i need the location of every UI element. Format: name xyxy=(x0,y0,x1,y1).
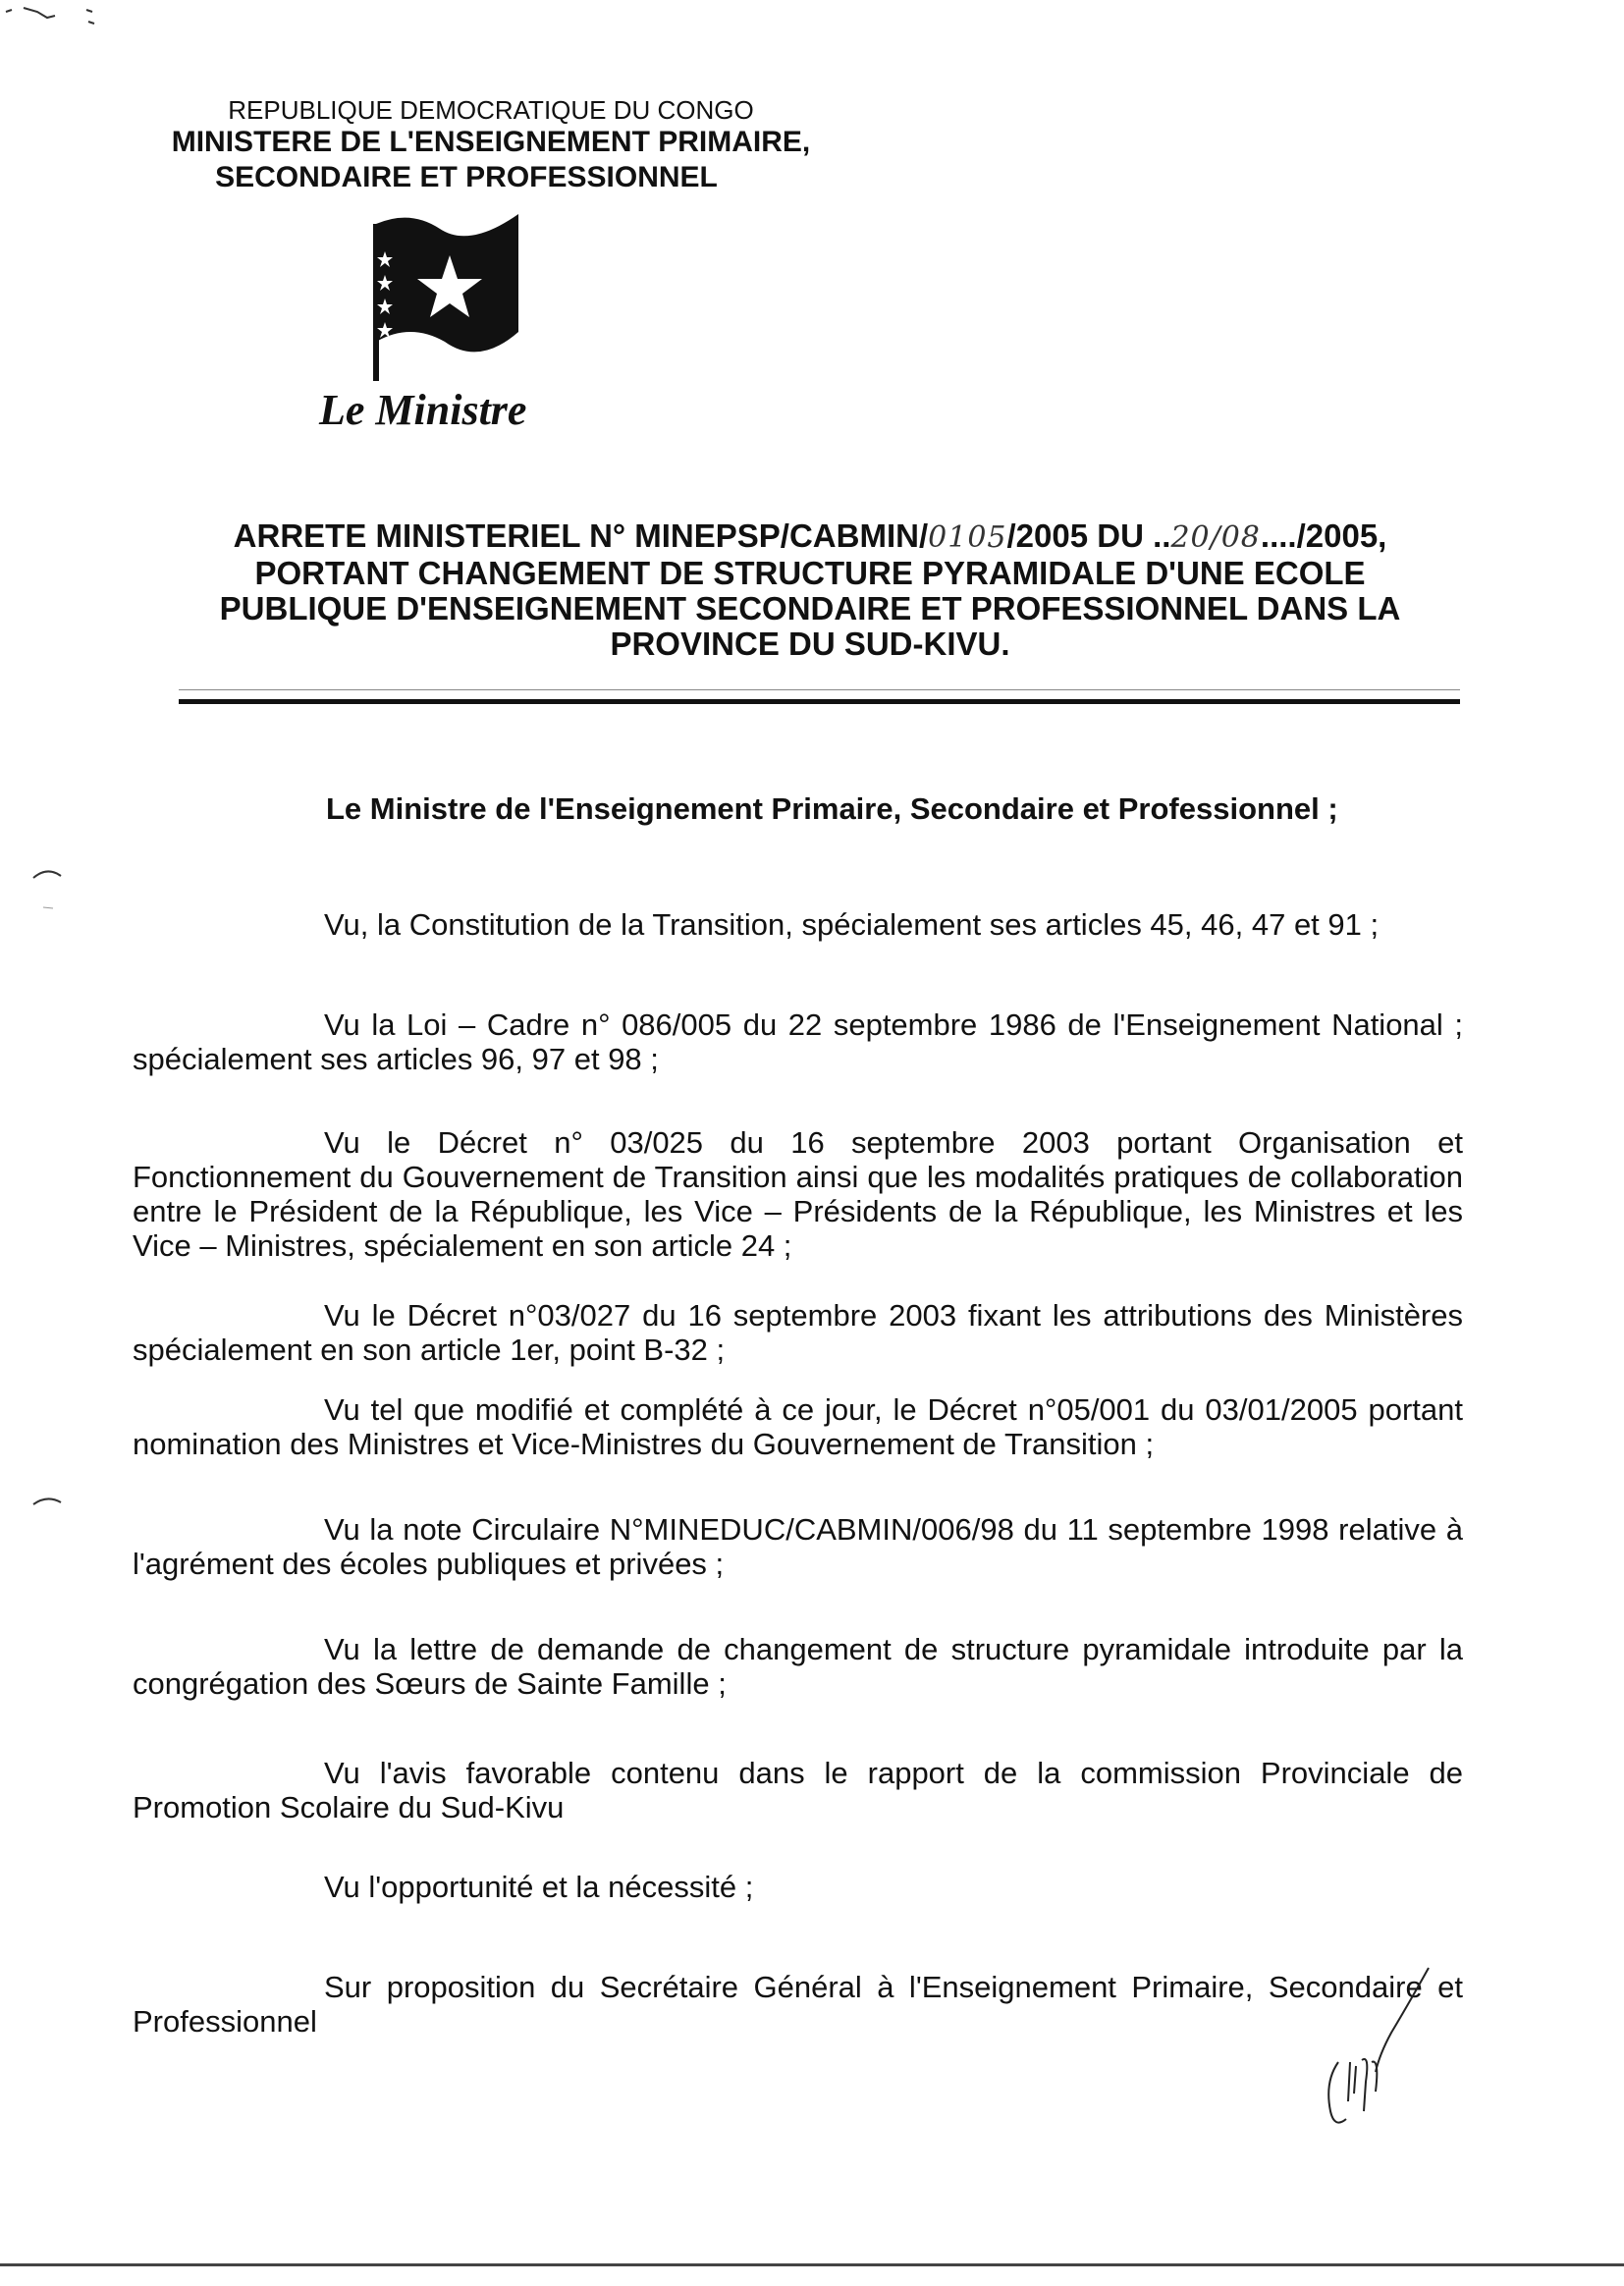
paragraph-text: Vu l'avis favorable contenu dans le rapport de la commission Provinciale de Promotion Scolaire du Sud-Kivu xyxy=(133,1756,1463,1824)
considerant-proposition xyxy=(133,1970,1463,2039)
considerant-decret-03-027 xyxy=(133,1298,1463,1367)
paragraph-text: Vu le Décret n°03/027 du 16 septembre 2003 fixant les attributions des Ministères spécialement en son article 1er, point B-32 ; xyxy=(133,1298,1463,1367)
paragraph-text: Vu la Loi – Cadre n° 086/005 du 22 septembre 1986 de l'Enseignement National ; spécialement ses articles 96, 97 et 98 ; xyxy=(133,1007,1463,1076)
paragraph-text: Vu le Décret n° 03/025 du 16 septembre 2003 portant Organisation et Fonctionnement du Gouvernement de Transition ainsi que les modalités pratiques de collaboration entre le Président de la République, les Vice – Présidents de la République, les Ministres et les Vice – Ministres, spécialement en son article 24 ; xyxy=(133,1125,1463,1263)
ministry-line-2: SECONDAIRE ET PROFESSIONNEL xyxy=(215,161,718,193)
decree-title xyxy=(177,518,1443,662)
title-rule-thin xyxy=(179,689,1460,690)
considerant-decret-03-025 xyxy=(133,1125,1463,1263)
signatory-title: Le Ministre xyxy=(319,386,527,434)
paragraph-text: Sur proposition du Secrétaire Général à l'Enseignement Primaire, Secondaire et Professionnel xyxy=(133,1970,1463,2039)
scan-mark-icon xyxy=(2,2,110,37)
decree-title-line-2: PORTANT CHANGEMENT DE STRUCTURE PYRAMIDALE D'UNE ECOLE xyxy=(254,555,1366,591)
title-rule xyxy=(179,699,1460,704)
considerant-avis-favorable xyxy=(133,1756,1463,1824)
margin-mark-icon xyxy=(29,1493,69,1522)
considerant-note-circulaire xyxy=(133,1512,1463,1581)
considerant-loi-cadre xyxy=(133,1007,1463,1076)
considerant-lettre-demande xyxy=(133,1632,1463,1701)
minister-preamble: Le Ministre de l'Enseignement Primaire, Secondaire et Professionnel ; xyxy=(326,791,1338,826)
paragraph-text: Vu, la Constitution de la Transition, spécialement ses articles 45, 46, 47 et 91 ; xyxy=(324,907,1380,942)
handwritten-signature xyxy=(1311,1964,1468,2131)
decree-title-line-4: PROVINCE DU SUD-KIVU. xyxy=(610,626,1010,662)
drc-flag-star-icon xyxy=(371,204,528,381)
page-bottom-edge xyxy=(0,2263,1624,2266)
considerant-constitution xyxy=(133,907,1463,942)
paragraph-text: Vu l'opportunité et la nécessité ; xyxy=(324,1870,754,1904)
decree-date-year: /2005, xyxy=(1296,517,1387,554)
handwritten-decree-date: 20/08 xyxy=(1170,520,1261,555)
decree-title-line-1: ARRETE MINISTERIEL N° MINEPSP/CABMIN/0105/2005 DU ..20/08..../2005, xyxy=(233,517,1387,555)
decree-reference-prefix: ARRETE MINISTERIEL N° MINEPSP/CABMIN/ xyxy=(233,517,929,554)
decree-title-line-3: PUBLIQUE D'ENSEIGNEMENT SECONDAIRE ET PROFESSIONNEL DANS LA xyxy=(219,590,1401,626)
decree-year-text: /2005 DU xyxy=(1006,517,1154,554)
considerant-opportunite xyxy=(133,1870,1463,1904)
margin-mark-icon xyxy=(29,864,69,923)
handwritten-decree-number: 0105 xyxy=(928,520,1007,555)
paragraph-text: Vu tel que modifié et complété à ce jour, le Décret n°05/001 du 03/01/2005 portant nomination des Ministres et Vice-Ministres du Gouvernement de Transition ; xyxy=(133,1392,1463,1461)
considerant-decret-05-001 xyxy=(133,1392,1463,1461)
paragraph-text: Vu la note Circulaire N°MINEDUC/CABMIN/006/98 du 11 septembre 1998 relative à l'agrément des écoles publiques et privées ; xyxy=(133,1512,1463,1581)
ministry-line-1: MINISTERE DE L'ENSEIGNEMENT PRIMAIRE, xyxy=(171,126,811,158)
paragraph-text: Vu la lettre de demande de changement de structure pyramidale introduite par la congrégation des Sœurs de Sainte Famille ; xyxy=(133,1632,1463,1701)
republic-name: REPUBLIQUE DEMOCRATIQUE DU CONGO xyxy=(228,95,754,125)
